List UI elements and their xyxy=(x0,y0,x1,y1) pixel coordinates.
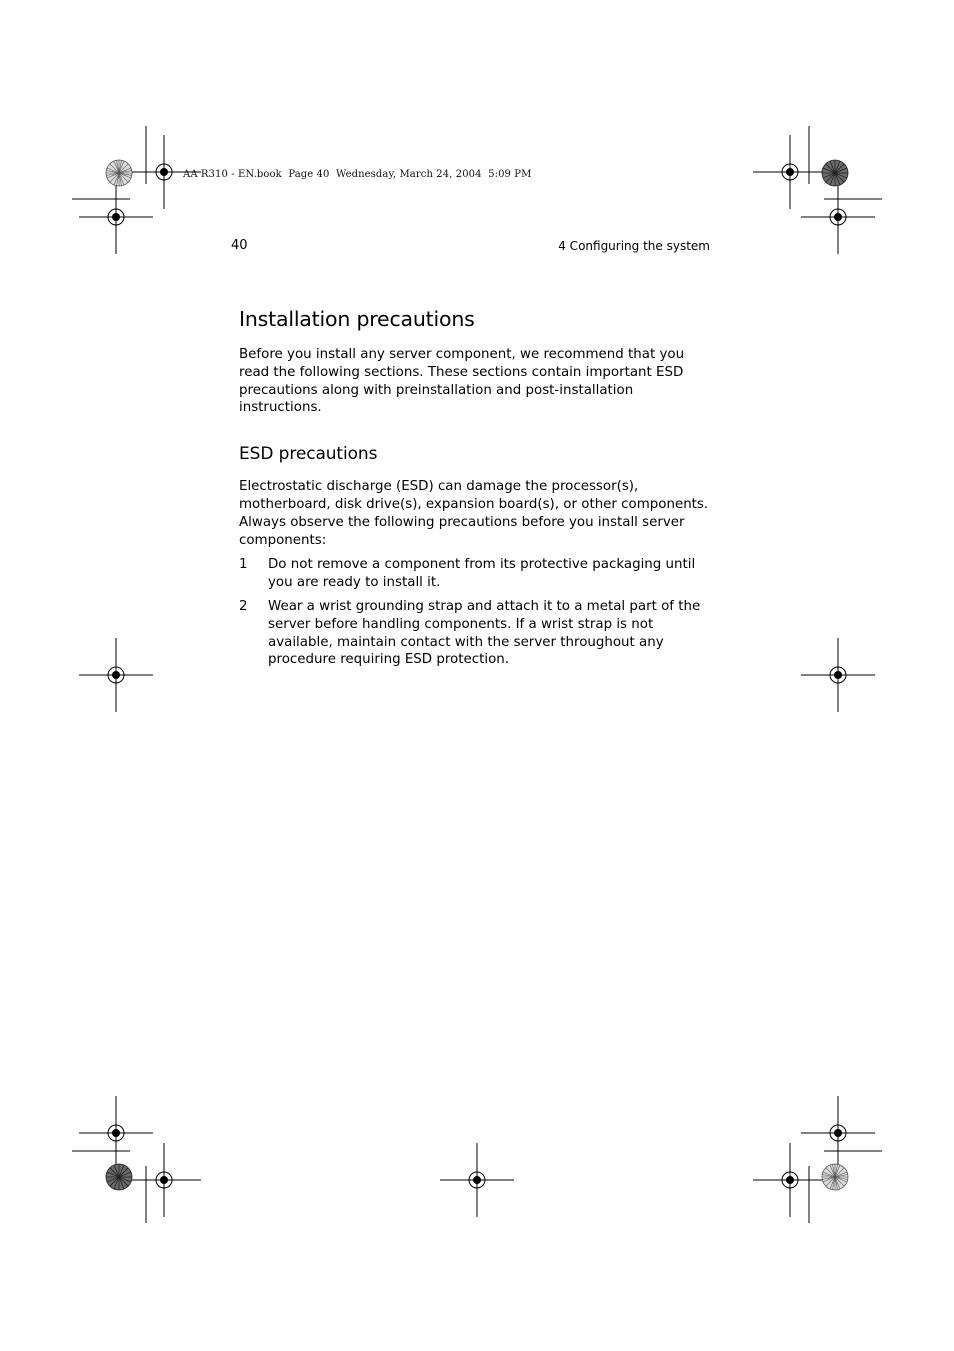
section-title: Installation precautions xyxy=(239,307,475,331)
registration-target xyxy=(440,1143,514,1217)
starburst-color-bar xyxy=(106,160,132,186)
crop-mark-bottom-right xyxy=(809,1151,882,1223)
page-number: 40 xyxy=(231,238,248,253)
registration-target xyxy=(753,135,827,209)
running-head: 4 Configuring the system xyxy=(558,239,710,253)
precaution-steps xyxy=(239,556,717,669)
print-slug: AA R310 - EN.book Page 40 Wednesday, March 24, 2004 5:09 PM xyxy=(183,169,532,180)
starburst-color-bar xyxy=(822,160,848,186)
registration-target xyxy=(79,1096,153,1170)
starburst-color-bar xyxy=(106,1164,132,1190)
step-text: Do not remove a component from its protective packaging until you are ready to install it. xyxy=(268,557,696,591)
starburst-color-bar xyxy=(822,1164,848,1190)
registration-target xyxy=(801,638,875,712)
step-text: Wear a wrist grounding strap and attach it to a metal part of the server before handling components. If a wrist strap is not available, maintain contact with the server throughout any procedure requiring ESD protection. xyxy=(268,598,701,668)
esd-paragraph: Electrostatic discharge (ESD) can damage the processor(s), motherboard, disk drive(s), expansion board(s), or other components. Always observe the following precautions before you install server components: xyxy=(239,479,709,548)
subsection-title: ESD precautions xyxy=(239,444,378,465)
step-number: 1 xyxy=(239,557,248,573)
list-item xyxy=(239,598,717,669)
registration-target xyxy=(753,1143,827,1217)
crop-mark-top-right xyxy=(809,126,882,199)
list-item xyxy=(239,556,717,592)
intro-paragraph: Before you install any server component, we recommend that you read the following sections. These sections contain important ESD precautions along with preinstallation and post-installation instructions. xyxy=(239,347,685,416)
registration-target xyxy=(127,1143,201,1217)
crop-mark-top-left xyxy=(72,126,146,199)
registration-target xyxy=(79,638,153,712)
registration-target xyxy=(801,180,875,254)
step-number: 2 xyxy=(239,598,248,614)
registration-target xyxy=(79,180,153,254)
crop-mark-bottom-left xyxy=(72,1151,146,1223)
registration-target xyxy=(801,1096,875,1170)
page-content xyxy=(239,307,717,675)
